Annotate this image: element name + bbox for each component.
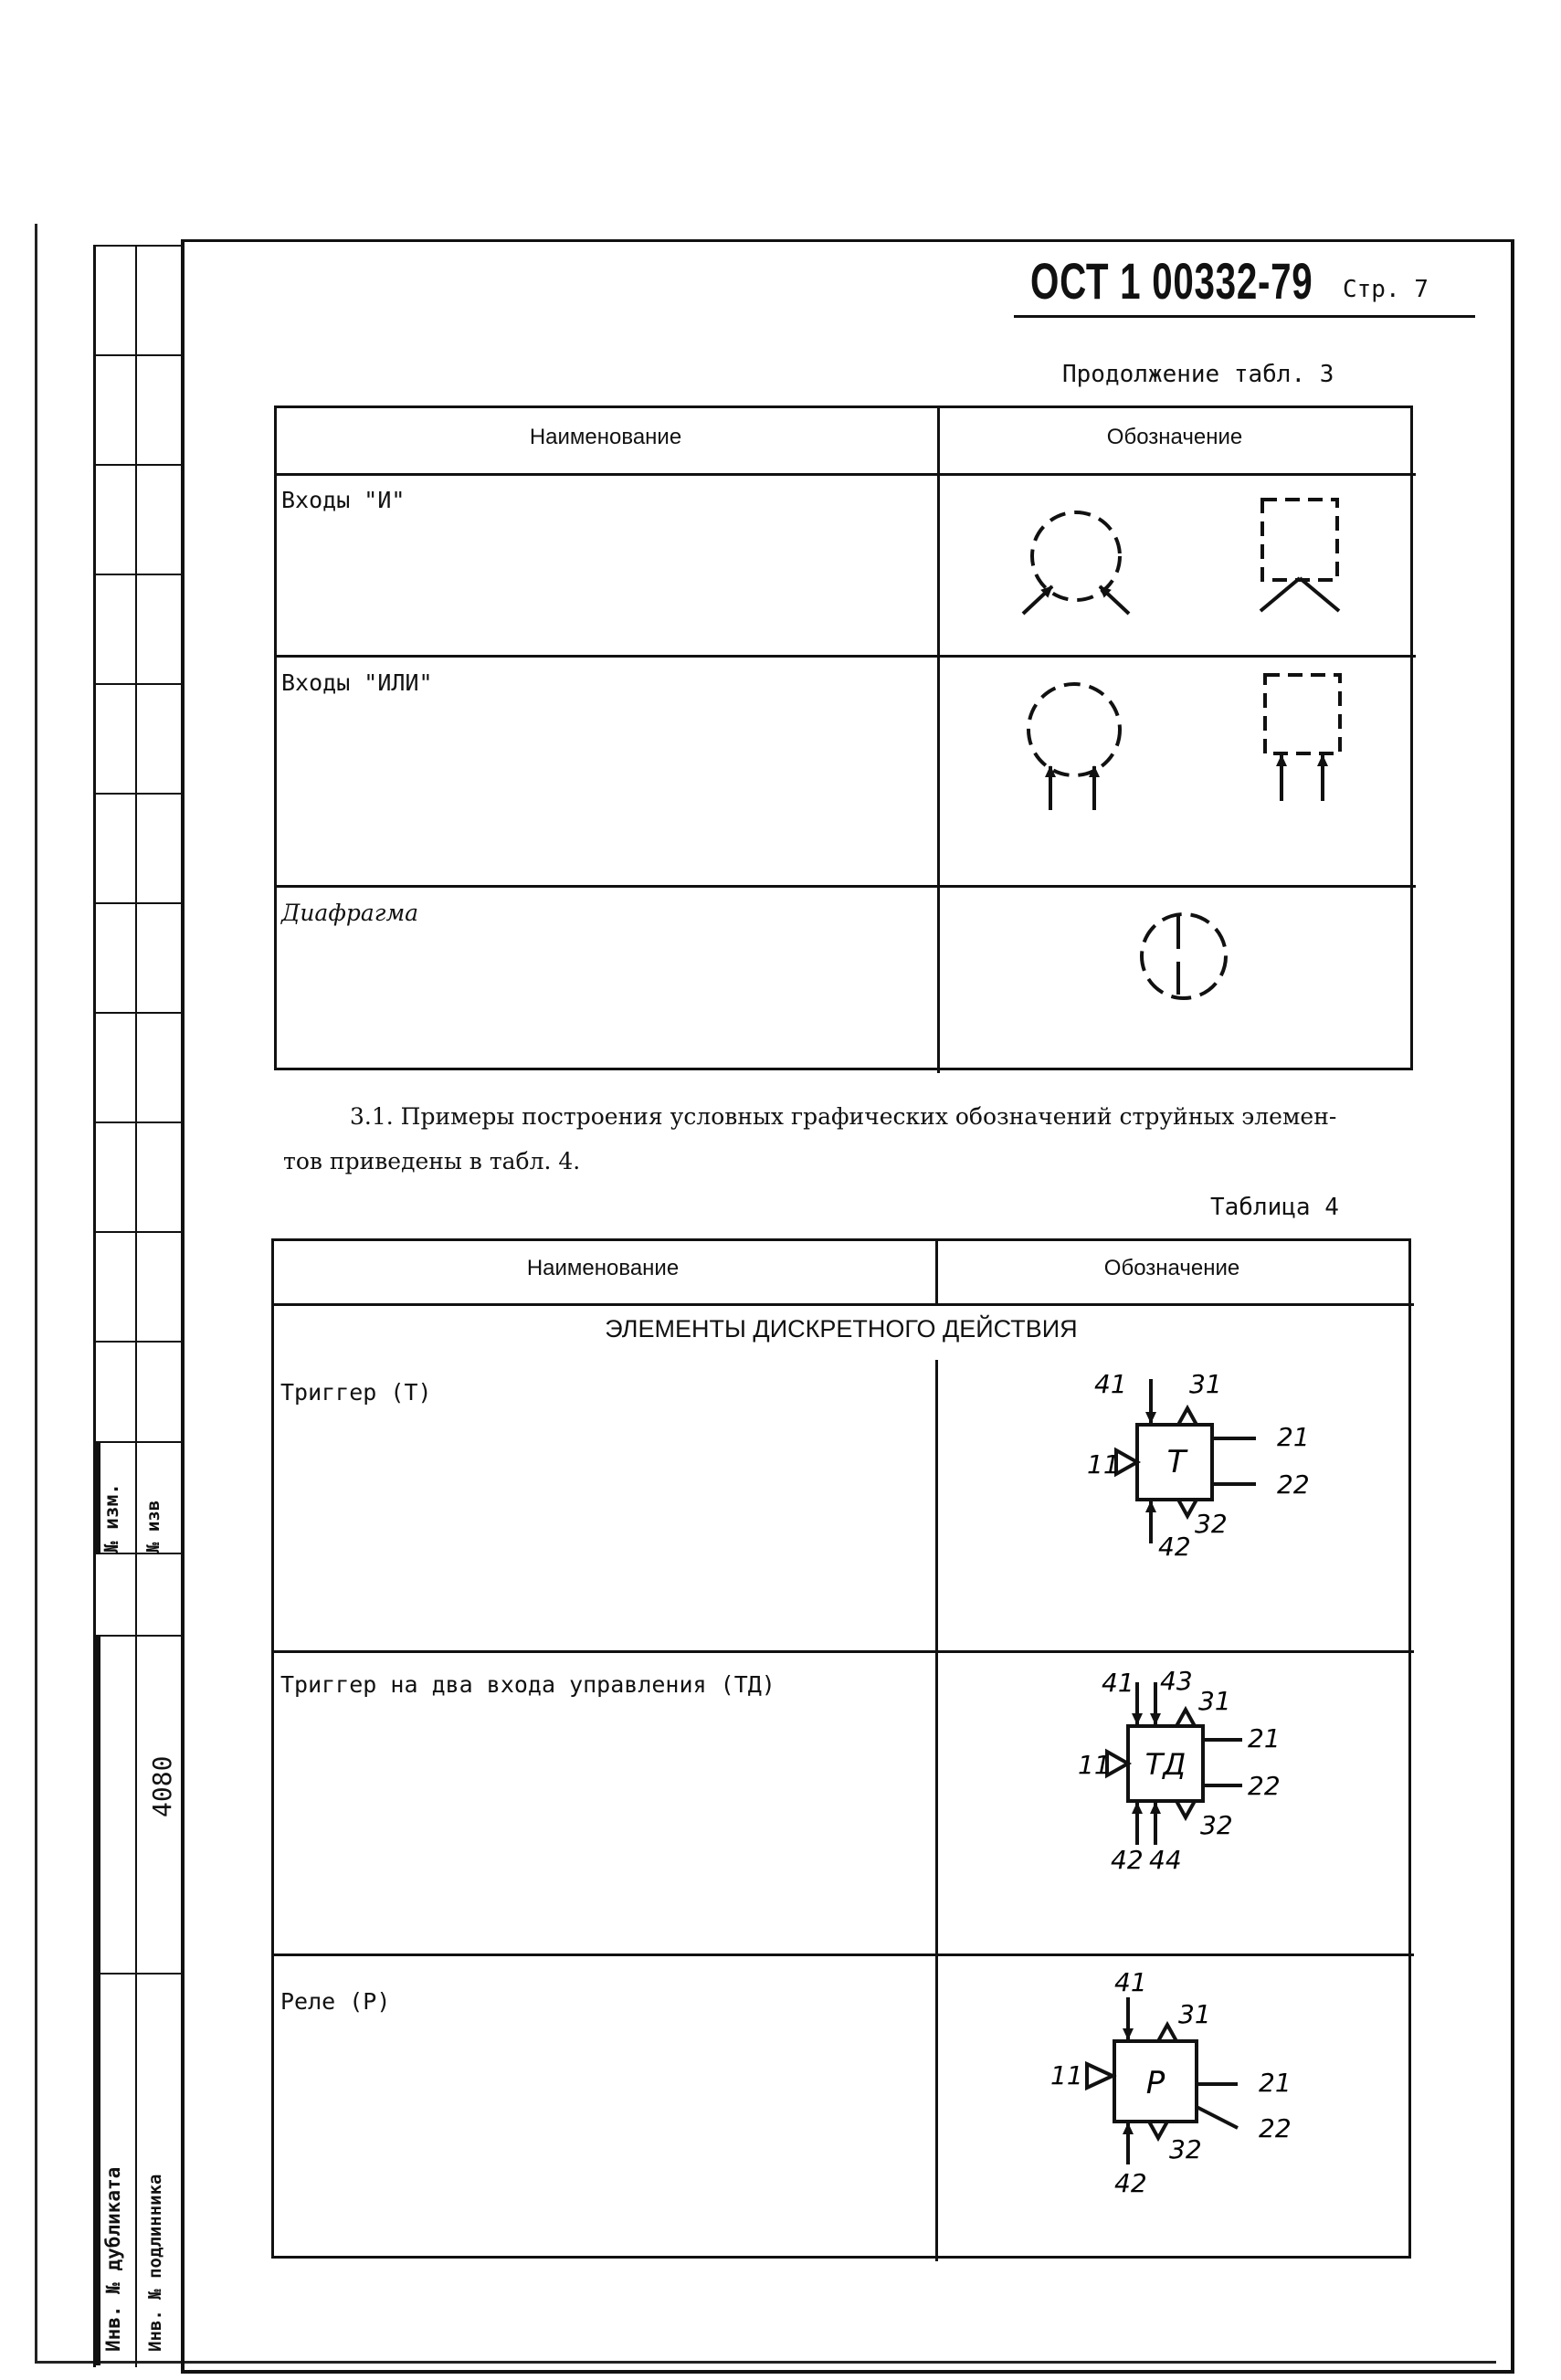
table3-caption: Продолжение табл. 3 — [1062, 361, 1334, 388]
svg-text:43: 43 — [1160, 1666, 1193, 1696]
side-izv-label: № изв — [143, 1500, 163, 1553]
svg-text:42: 42 — [1111, 1845, 1144, 1875]
header-rule — [1014, 315, 1475, 318]
trigger-td-symbol — [1041, 1662, 1343, 1881]
paragraph-line1: 3.1. Примеры построения условных графических обозначений струйных элемен- — [350, 1103, 1337, 1130]
svg-text:42: 42 — [1158, 1532, 1191, 1562]
page-number: Стр. 7 — [1343, 276, 1429, 303]
side-strip-line — [93, 1635, 181, 1637]
side-strip-line — [93, 1341, 181, 1343]
table3-row-diaphragm: Диафрагма — [281, 900, 419, 926]
side-strip-line — [93, 1553, 181, 1554]
table4-col-symbol: Обозначение — [1103, 1256, 1240, 1280]
table4-row-trigger: Триггер (Т) — [280, 1379, 432, 1406]
trigger-t-symbol — [1050, 1361, 1343, 1571]
side-strip-line — [93, 793, 181, 795]
side-strip-line — [93, 683, 181, 685]
side-strip-line — [93, 902, 181, 904]
side-strip-line — [93, 574, 181, 575]
svg-text:32: 32 — [1195, 1509, 1228, 1539]
side-strip-line — [93, 1973, 181, 1975]
table3-row-or: Входы "ИЛИ" — [281, 669, 433, 696]
svg-text:44: 44 — [1149, 1845, 1182, 1875]
trigger-t-letter: Т — [1166, 1444, 1187, 1480]
paragraph-line2: тов приведены в табл. 4. — [283, 1148, 581, 1174]
svg-text:22: 22 — [1248, 1771, 1281, 1801]
table3-col-symbol: Обозначение — [1106, 425, 1243, 449]
svg-text:22: 22 — [1277, 1469, 1310, 1500]
and-square-symbol — [1260, 500, 1339, 611]
side-number: 4080 — [147, 1755, 177, 1817]
table3-symbols — [939, 472, 1412, 1068]
page-edge-left — [35, 224, 37, 2361]
table4-col-name: Наименование — [526, 1256, 680, 1280]
side-strip-line — [93, 354, 181, 356]
svg-text:42: 42 — [1114, 2168, 1147, 2198]
side-strip-line — [93, 464, 181, 466]
svg-text:31: 31 — [1178, 1999, 1211, 2029]
svg-text:31: 31 — [1198, 1686, 1231, 1716]
svg-text:21: 21 — [1248, 1723, 1281, 1753]
svg-text:11: 11 — [1050, 2060, 1083, 2090]
relay-symbol — [1050, 1959, 1343, 2206]
side-strip-line — [93, 1441, 181, 1443]
side-strip-line — [93, 1231, 181, 1233]
svg-text:21: 21 — [1277, 1422, 1310, 1452]
or-circle-symbol — [1028, 684, 1120, 810]
table4-row-relay: Реле (Р) — [280, 1988, 391, 2015]
svg-text:11: 11 — [1087, 1449, 1120, 1480]
side-strip-line — [93, 1122, 181, 1123]
side-strip-thick — [93, 1973, 100, 2365]
side-dubl-label: Инв. № дубликата — [102, 2166, 124, 2352]
svg-text:11: 11 — [1078, 1750, 1111, 1780]
table3-row-and: Входы "И" — [281, 487, 406, 513]
side-podl-label: Инв. № подлинника — [145, 2174, 165, 2352]
svg-text:22: 22 — [1259, 2113, 1292, 2143]
side-strip — [93, 245, 184, 2367]
svg-text:41: 41 — [1102, 1668, 1134, 1698]
and-circle-symbol — [1023, 512, 1129, 614]
trigger-td-letter: ТД — [1144, 1747, 1187, 1782]
side-strip-thick — [93, 1441, 100, 1553]
side-strip-line — [93, 245, 181, 247]
doc-code: ОСТ 1 00332-79 — [1030, 252, 1313, 310]
relay-letter: Р — [1145, 2065, 1165, 2101]
side-strip-divider — [135, 245, 137, 2367]
svg-text:31: 31 — [1189, 1369, 1222, 1399]
side-izm-label: № изм. — [100, 1483, 122, 1553]
svg-text:21: 21 — [1259, 2068, 1292, 2098]
or-square-symbol — [1265, 675, 1340, 801]
svg-text:32: 32 — [1169, 2134, 1202, 2164]
table3-col-name: Наименование — [529, 425, 682, 449]
side-strip-line — [93, 1012, 181, 1014]
diaphragm-symbol — [1142, 914, 1226, 998]
table4-section-title: ЭЛЕМЕНТЫ ДИСКРЕТНОГО ДЕЙСТВИЯ — [605, 1315, 1078, 1343]
svg-text:32: 32 — [1200, 1810, 1233, 1840]
svg-text:41: 41 — [1094, 1369, 1127, 1399]
table4-row-trigger-td: Триггер на два входа управления (ТД) — [280, 1671, 775, 1698]
side-strip-thick — [93, 1635, 100, 1973]
table4-caption: Таблица 4 — [1210, 1194, 1339, 1221]
svg-text:41: 41 — [1114, 1967, 1147, 1997]
